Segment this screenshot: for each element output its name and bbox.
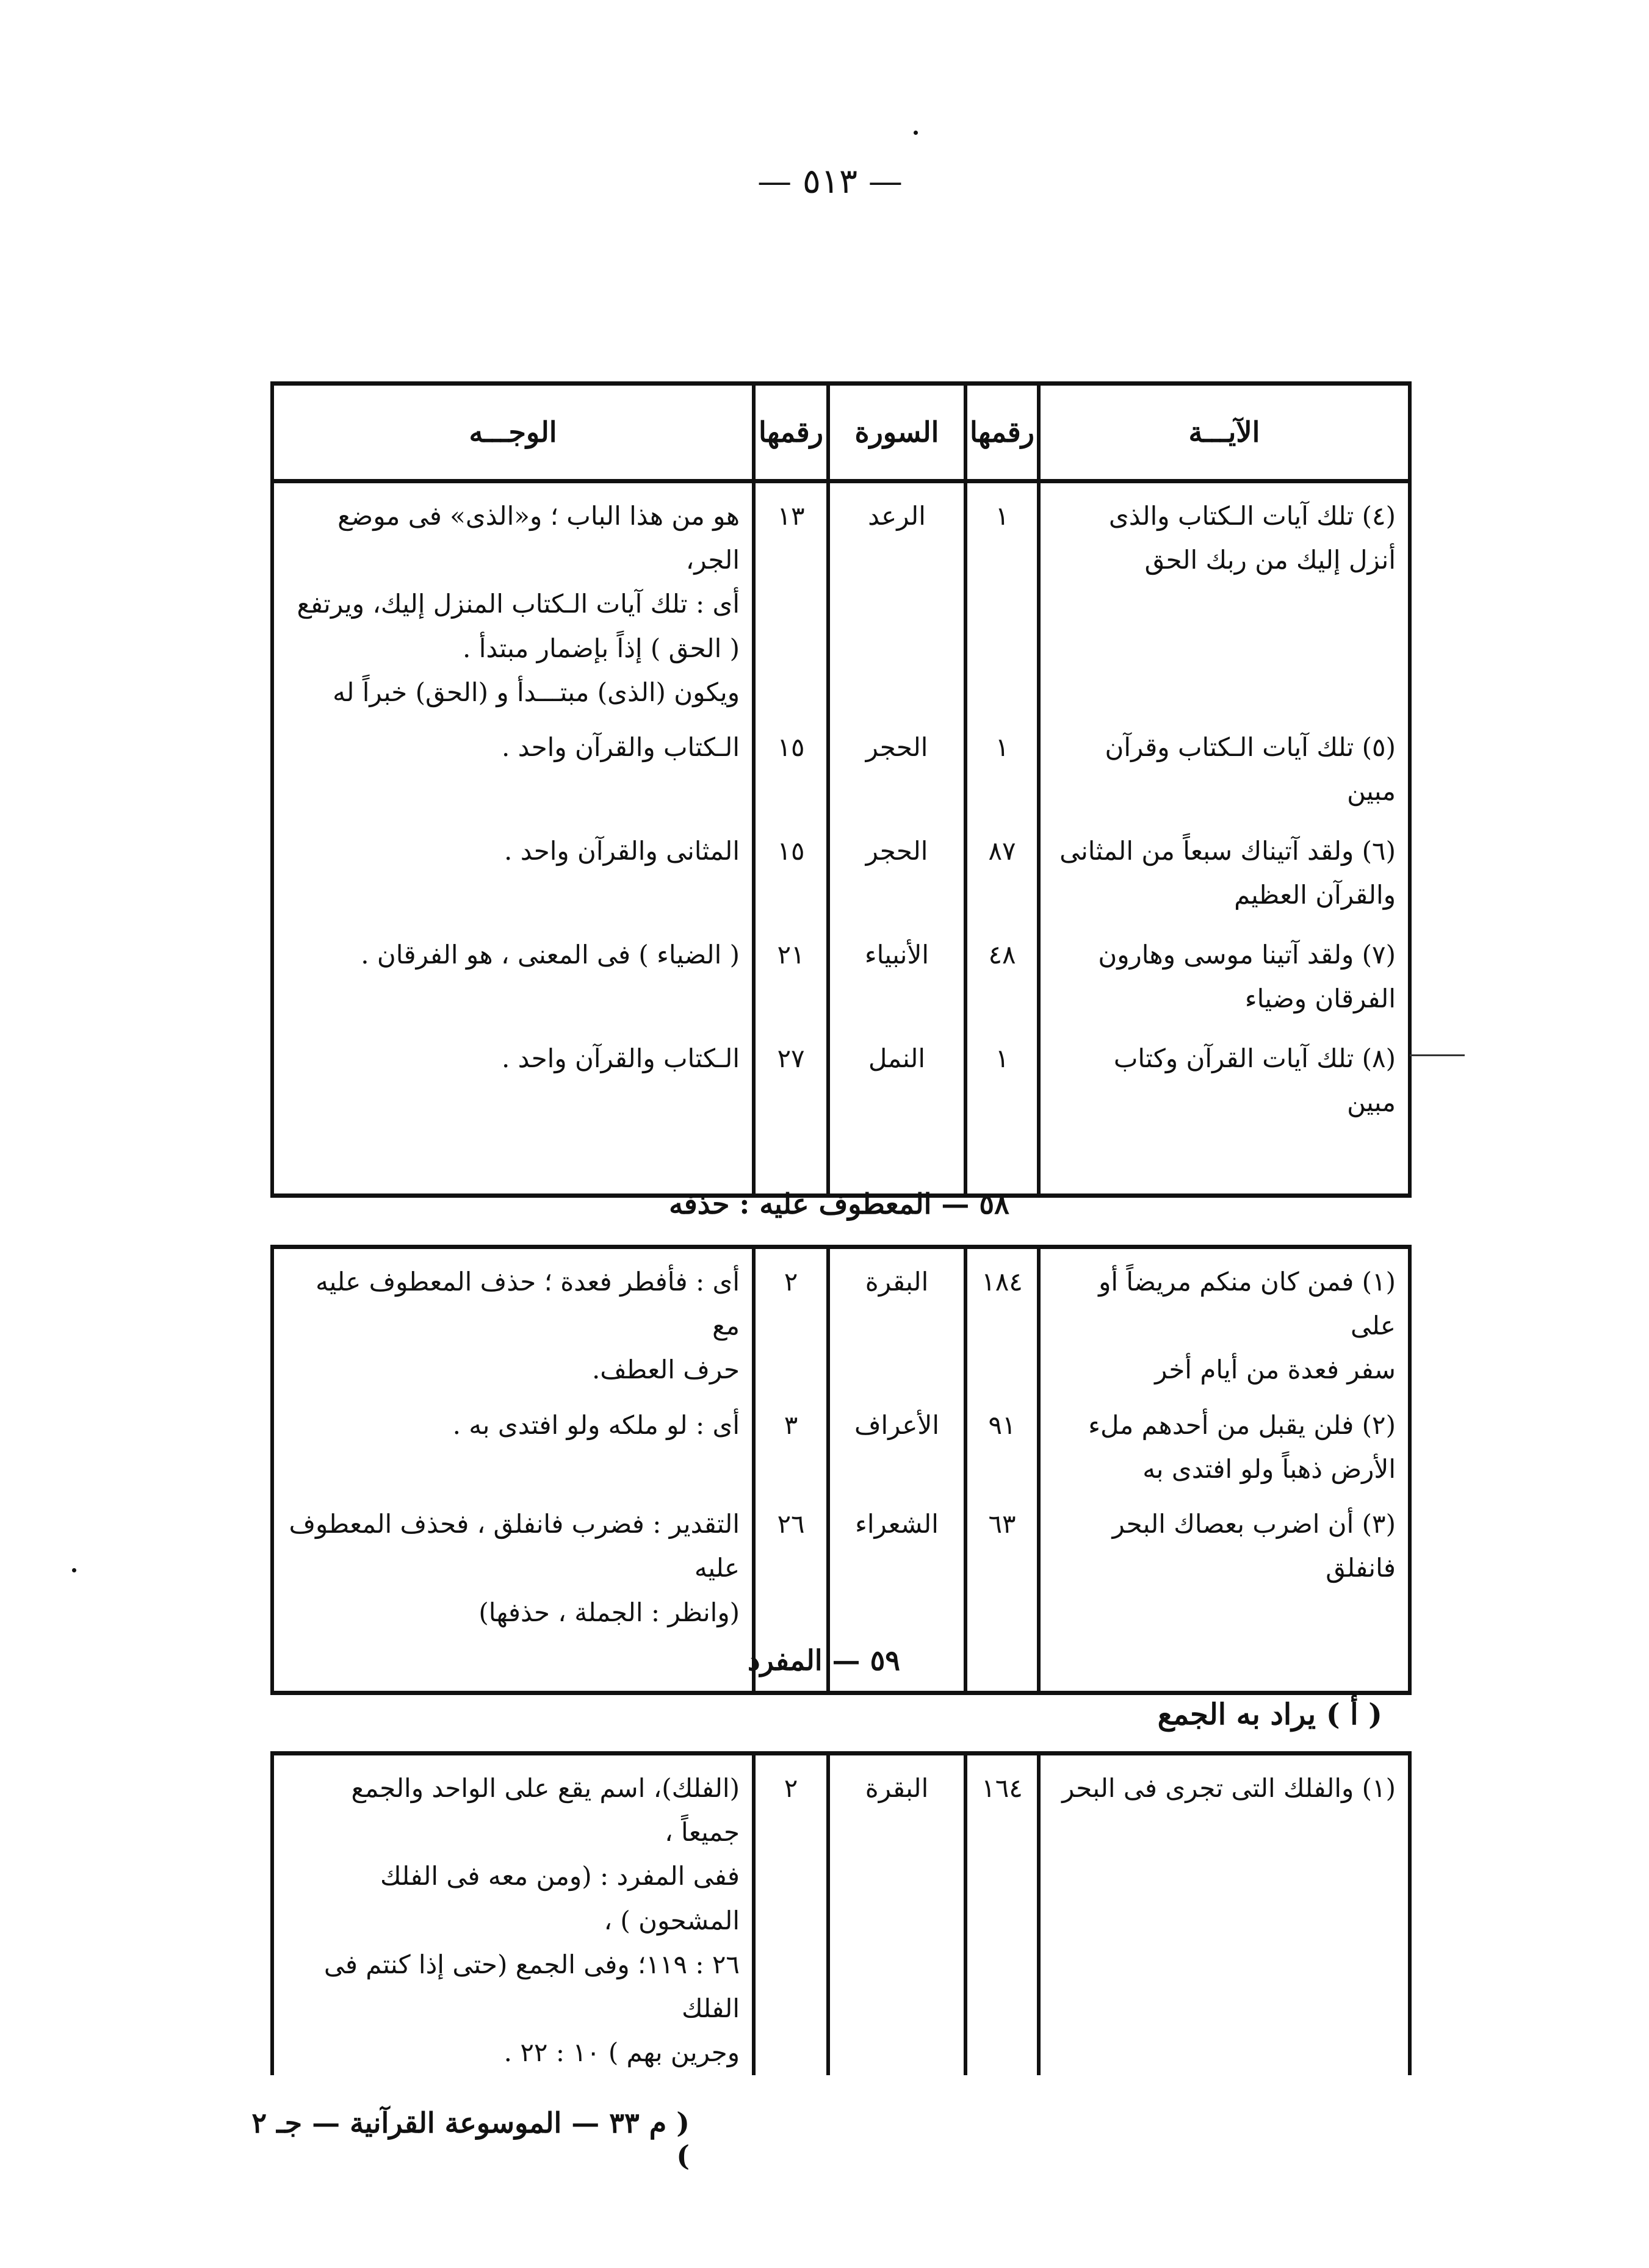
cell-ayah-number-value: ٦٣ <box>988 1509 1016 1539</box>
stray-dot-top <box>914 131 918 135</box>
cell-ayah-number <box>965 1491 1039 1693</box>
cell-surah-value: الحجر <box>865 732 928 763</box>
header-ayah: الآيـــة <box>1039 384 1410 481</box>
table-omitted-conjunct <box>270 1245 1412 1695</box>
table-row <box>272 818 1410 922</box>
cell-aspect-line: هو من هذا الباب ؛ و«الذى» فى موضع الجر، <box>337 501 740 575</box>
cell-aspect-line: أى : لو ملكه ولو افتدى به . <box>452 1409 740 1440</box>
cell-surah-number <box>754 481 828 715</box>
cell-surah <box>828 922 965 1026</box>
cell-ayah-line: (١) والفلك التى تجرى فى البحر <box>1062 1773 1396 1803</box>
cell-ayah-number-value: ١ <box>995 501 1009 531</box>
cell-surah-value: النمل <box>868 1043 926 1074</box>
header-aspect: الوجـــه <box>272 384 754 481</box>
cell-ayah-number <box>965 922 1039 1026</box>
cell-ayah-line: (٦) ولقد آتيناك سبعاً من المثانى <box>1059 836 1396 866</box>
cell-ayah <box>1039 1491 1410 1693</box>
cell-ayah-line: (٣) أن اضرب بعصاك البحر <box>1112 1509 1396 1539</box>
header-ayah-number: رقمها <box>965 384 1039 481</box>
table-row <box>272 481 1410 715</box>
cell-aspect-line: ( الضياء ) فى المعنى ، هو الفرقان . <box>361 940 740 970</box>
cell-surah-number <box>754 922 828 1026</box>
cell-surah-value: الأعراف <box>854 1409 940 1440</box>
cell-aspect-line: الـكتاب والقرآن واحد . <box>501 732 740 763</box>
cell-ayah-number <box>965 1392 1039 1491</box>
cell-ayah-line: الأرض ذهباً ولو افتدى به <box>1142 1453 1396 1484</box>
cell-aspect-line: حرف العطف. <box>591 1355 740 1385</box>
cell-ayah-number-value: ٨٧ <box>988 836 1016 866</box>
cell-ayah <box>1039 1026 1410 1195</box>
cell-ayah-line: سفر فعدة من أيام أخر <box>1155 1355 1396 1385</box>
cell-ayah-number <box>965 1247 1039 1392</box>
cell-ayah-number <box>965 1026 1039 1195</box>
cell-ayah-number <box>965 481 1039 715</box>
cell-ayah-number-value: ١ <box>995 1043 1009 1074</box>
cell-aspect-line: ٢٦ : ١١٩؛ وفى الجمع (حتى إذا كنتم فى الفلك <box>323 1949 740 2024</box>
cell-surah-number <box>754 1754 828 2075</box>
cell-aspect-line: الـكتاب والقرآن واحد . <box>501 1043 740 1074</box>
cell-ayah-number <box>965 715 1039 818</box>
cell-surah-number <box>754 1392 828 1491</box>
cell-aspect-line: عليه <box>694 1553 740 1583</box>
cell-aspect-line: أى : فأفطر فعدة ؛ حذف المعطوف عليه مع <box>316 1267 740 1341</box>
cell-aspect-line: وجرين بهم ) ١٠ : ٢٢ . <box>503 2037 740 2068</box>
section-59-title: ٥٩ — المفرد <box>748 1644 900 1677</box>
stray-dot-left <box>72 1568 76 1572</box>
cell-aspect-line: ويكون (الذى) مبتـــدأ و (الحق) خبراً له <box>333 677 740 707</box>
cell-ayah-number-value: ١ <box>995 732 1009 763</box>
cell-ayah-number-value: ١٦٤ <box>981 1773 1023 1803</box>
table-header-aspects <box>270 381 1412 1198</box>
cell-ayah-number-value: ٤٨ <box>988 940 1016 970</box>
cell-ayah <box>1039 481 1410 715</box>
cell-aspect <box>272 1392 754 1491</box>
cell-surah <box>828 1392 965 1491</box>
cell-surah-value: الحجر <box>865 836 928 866</box>
section-58-title: ٥٨ — المعطوف عليه : حذفه <box>669 1187 1009 1220</box>
cell-ayah-line: الفرقان وضياء <box>1244 984 1396 1014</box>
cell-surah-number <box>754 1247 828 1392</box>
cell-surah-value: البقرة <box>865 1267 929 1297</box>
cell-aspect <box>272 1754 754 2075</box>
cell-surah-number-value: ٢١ <box>777 940 805 970</box>
cell-ayah-number-value: ١٨٤ <box>981 1267 1023 1297</box>
cell-ayah-number <box>965 1754 1039 2075</box>
cell-aspect <box>272 818 754 922</box>
cell-ayah <box>1039 818 1410 922</box>
cell-aspect-line: (الفلك)، اسم يقع على الواحد والجمع جميعاً ، <box>351 1773 740 1848</box>
page-number: — ٥١٣ — <box>757 162 903 201</box>
header-surah-number: رقمها <box>754 384 828 481</box>
cell-aspect-line: (وانظر : الجملة ، حذفها) <box>478 1597 740 1627</box>
cell-surah-number <box>754 715 828 818</box>
page-footer: ( م ٣٣ — الموسوعة القرآنية — جـ ٢ ) <box>251 2106 690 2172</box>
table-row <box>272 1026 1410 1195</box>
table-row <box>272 1754 1410 2075</box>
cell-ayah <box>1039 922 1410 1026</box>
cell-ayah-number <box>965 818 1039 922</box>
cell-ayah-line: فانفلق <box>1326 1553 1396 1583</box>
cell-ayah <box>1039 715 1410 818</box>
cell-aspect <box>272 1026 754 1195</box>
cell-surah-number-value: ١٣ <box>777 501 805 531</box>
cell-surah <box>828 1026 965 1195</box>
cell-ayah-line: مبين <box>1347 1087 1396 1118</box>
cell-aspect-line: أى : تلك آيات الـكتاب المنزل إليك، ويرتفع <box>297 589 740 619</box>
cell-surah <box>828 715 965 818</box>
cell-surah-value: الأنبياء <box>864 940 929 970</box>
cell-ayah-line: (٥) تلك آيات الـكتاب وقرآن <box>1105 732 1396 763</box>
cell-surah-number-value: ٢ <box>784 1773 798 1803</box>
cell-ayah-line: (١) فمن كان منكم مريضاً أو على <box>1099 1267 1396 1341</box>
table-row <box>272 922 1410 1026</box>
table-row <box>272 715 1410 818</box>
cell-ayah-number-value: ٩١ <box>988 1409 1016 1440</box>
table-singular-plural <box>270 1751 1412 2075</box>
cell-aspect <box>272 715 754 818</box>
table-row <box>272 1392 1410 1491</box>
cell-aspect <box>272 481 754 715</box>
cell-surah-number-value: ١٥ <box>777 732 805 763</box>
cell-surah-number-value: ١٥ <box>777 836 805 866</box>
subsection-title: ( أ ) يراد به الجمع <box>1157 1697 1382 1732</box>
cell-ayah-line: والقرآن العظيم <box>1234 880 1396 910</box>
cell-ayah <box>1039 1247 1410 1392</box>
cell-surah-number-value: ٢٦ <box>777 1509 805 1539</box>
cell-surah-value: الشعراء <box>855 1509 939 1539</box>
table-row <box>272 1247 1410 1392</box>
cell-surah-number-value: ٢٧ <box>777 1043 805 1074</box>
cell-surah <box>828 1754 965 2075</box>
cell-aspect-line: المثانى والقرآن واحد . <box>504 836 740 866</box>
cell-ayah <box>1039 1392 1410 1491</box>
cell-surah-value: الرعد <box>868 501 926 531</box>
cell-surah-value: البقرة <box>865 1773 929 1803</box>
cell-surah-number-value: ٣ <box>784 1409 798 1440</box>
cell-ayah-line: أنزل إليك من ربك الحق <box>1144 545 1396 575</box>
cell-surah <box>828 818 965 922</box>
margin-pencil-line <box>1410 1054 1465 1056</box>
cell-surah-number-value: ٢ <box>784 1267 798 1297</box>
cell-surah-number <box>754 818 828 922</box>
cell-ayah-line: (٨) تلك آيات القرآن وكتاب <box>1113 1043 1396 1074</box>
cell-ayah <box>1039 1754 1410 2075</box>
cell-surah-number <box>754 1026 828 1195</box>
cell-aspect-line: التقدير : فضرب فانفلق ، فحذف المعطوف <box>289 1509 740 1539</box>
cell-aspect-line: ( الحق ) إذاً بإضمار مبتدأ . <box>463 633 740 663</box>
cell-ayah-line: (٧) ولقد آتينا موسى وهارون <box>1098 940 1396 970</box>
cell-aspect <box>272 922 754 1026</box>
cell-ayah-line: (٤) تلك آيات الـكتاب والذى <box>1108 501 1396 531</box>
cell-ayah-line: (٢) فلن يقبل من أحدهم ملء <box>1088 1409 1396 1440</box>
cell-aspect-line: ففى المفرد : (ومن معه فى الفلك المشحون ) ، <box>380 1861 740 1935</box>
header-surah: السورة <box>828 384 965 481</box>
cell-surah <box>828 481 965 715</box>
cell-aspect <box>272 1247 754 1392</box>
cell-surah <box>828 1247 965 1392</box>
cell-ayah-line: مبين <box>1347 776 1396 807</box>
